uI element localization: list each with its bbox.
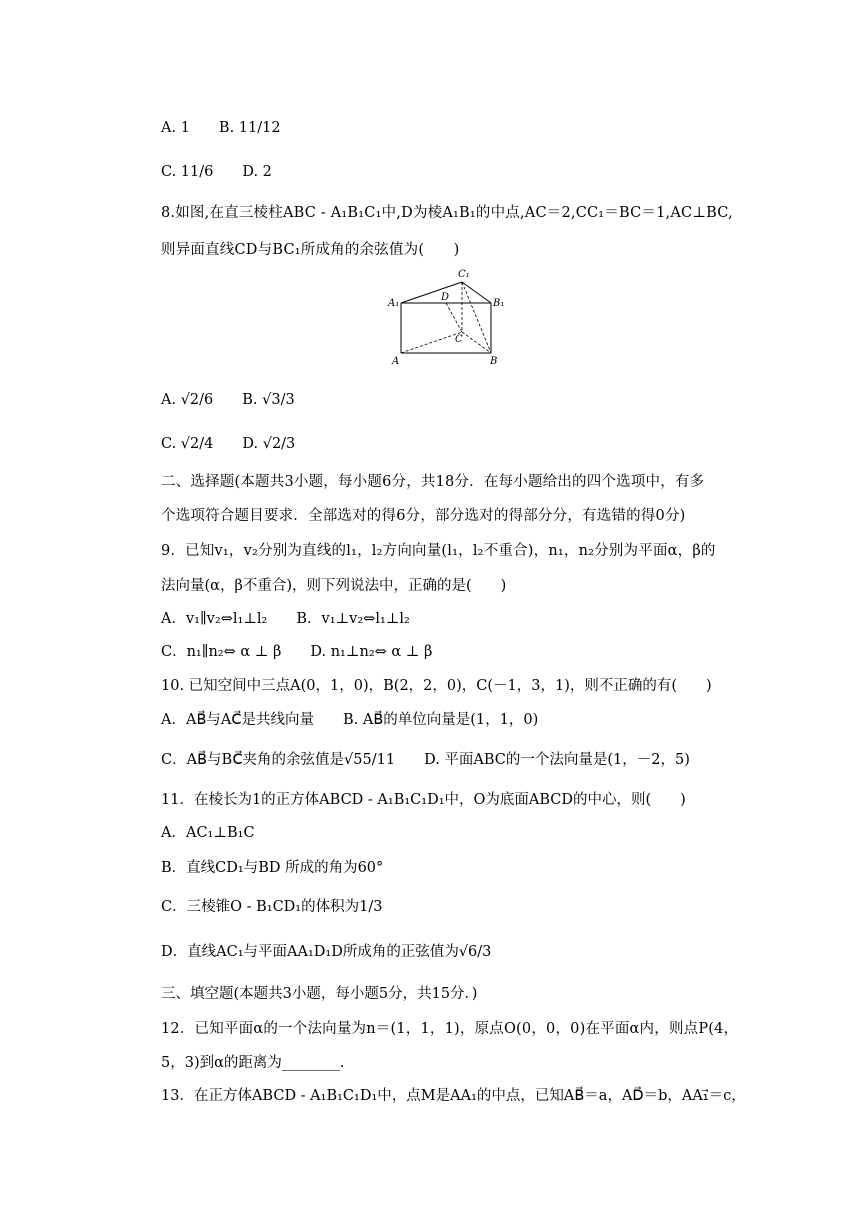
text-line-4: 则异面直线CD与BC₁所成角的余弦值为( ) bbox=[161, 242, 460, 258]
text-line-21: 三、填空题(本题共3小题，每小题5分，共15分．) bbox=[161, 986, 478, 1002]
text-line-2: C. 11/6 D. 2 bbox=[161, 164, 272, 180]
label-c1: C₁ bbox=[458, 269, 470, 280]
text-line-14: A．AB⃗与AC⃗是共线向量 B. AB⃗的单位向量是(1，1，0) bbox=[161, 712, 539, 728]
text-line-8: 个选项符合题目要求．全部选对的得6分，部分选对的得部分分，有选错的得0分) bbox=[161, 508, 686, 524]
text-line-16: 11．在棱长为1的正方体ABCD - A₁B₁C₁D₁中，O为底面ABCD的中心，则( ) bbox=[161, 792, 686, 808]
text-line-1: A. 1 B. 11/12 bbox=[161, 120, 281, 136]
text-line-18: B．直线CD₁与BD 所成的角为60° bbox=[161, 860, 384, 876]
label-c: C bbox=[455, 334, 463, 345]
text-line-23: 5，3)到α的距离为________. bbox=[161, 1055, 345, 1071]
text-line-5: A. √2/6 B. √3/3 bbox=[161, 392, 295, 408]
text-line-12: C．n₁∥n₂⇔ α ⊥ β D. n₁⊥n₂⇔ α ⊥ β bbox=[161, 644, 433, 660]
prism-diagram bbox=[386, 262, 506, 370]
text-line-10: 法向量(α，β不重合)，则下列说法中，正确的是( ) bbox=[161, 578, 507, 594]
text-line-24: 13．在正方体ABCD - A₁B₁C₁D₁中，点M是AA₁的中点，已知AB⃗＝a，AD⃗＝b，AA₁⃗＝c， bbox=[161, 1088, 746, 1104]
text-line-20: D．直线AC₁与平面AA₁D₁D所成角的正弦值为√6/3 bbox=[161, 944, 492, 960]
label-b1: B₁ bbox=[493, 298, 505, 309]
text-line-13: 10. 已知空间中三点A(0，1，0)，B(2，2，0)，C(－1，3，1)，则不正确的有( ) bbox=[161, 678, 712, 694]
text-line-11: A．v₁∥v₂⇔l₁⊥l₂ B．v₁⊥v₂⇔l₁⊥l₂ bbox=[161, 611, 410, 627]
label-b: B bbox=[490, 356, 498, 367]
text-line-17: A．AC₁⊥B₁C bbox=[161, 825, 255, 841]
text-line-3: 8.如图,在直三棱柱ABC - A₁B₁C₁中,D为棱A₁B₁的中点,AC＝2,CC₁＝BC＝1,AC⊥BC, bbox=[161, 205, 733, 221]
label-a: A bbox=[392, 356, 400, 367]
label-a1: A₁ bbox=[388, 298, 400, 309]
prism-figure bbox=[386, 262, 506, 370]
text-line-15: C．AB⃗与BC⃗夹角的余弦值是√55/11 D. 平面ABC的一个法向量是(1，－2，5) bbox=[161, 752, 690, 768]
text-line-19: C．三棱锥O - B₁CD₁的体积为1/3 bbox=[161, 899, 383, 915]
label-d: D bbox=[441, 292, 450, 303]
text-line-22: 12．已知平面α的一个法向量为n＝(1，1，1)，原点O(0，0，0)在平面α内，则点P(4， bbox=[161, 1021, 739, 1037]
text-line-6: C. √2/4 D. √2/3 bbox=[161, 436, 296, 452]
text-line-7: 二、选择题(本题共3小题，每小题6分，共18分．在每小题给出的四个选项中，有多 bbox=[161, 474, 705, 490]
text-line-9: 9．已知v₁，v₂分别为直线的l₁，l₂方向向量(l₁，l₂不重合)，n₁，n₂分别为平面α，β的 bbox=[161, 543, 716, 559]
